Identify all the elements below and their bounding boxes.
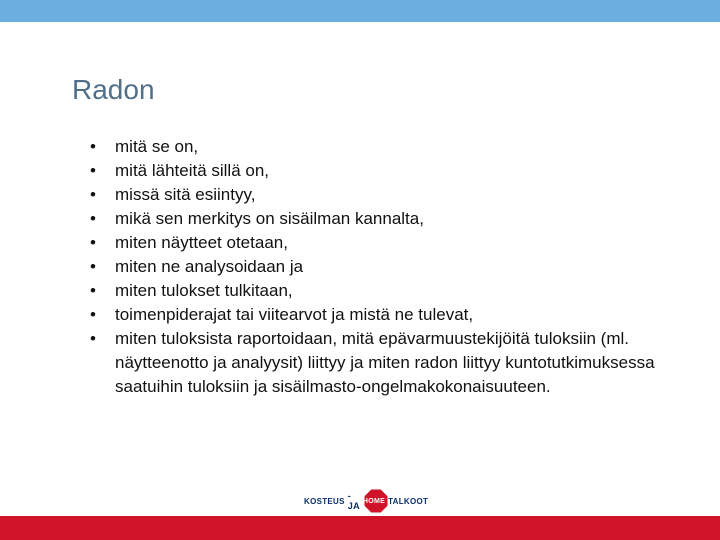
bullet-text: missä sitä esiintyy, <box>115 185 256 204</box>
list-item <box>90 207 660 231</box>
bullet-icon: • <box>90 305 96 324</box>
logo-text-right: TALKOOT <box>388 496 429 506</box>
list-item <box>90 255 660 279</box>
bullet-icon: • <box>90 209 96 228</box>
bullet-text: mitä lähteitä sillä on, <box>115 161 270 180</box>
bullet-text: mitä se on, <box>115 137 199 156</box>
bullet-icon: • <box>90 185 96 204</box>
bullet-icon: • <box>90 161 96 180</box>
list-item <box>90 327 660 399</box>
list-item <box>90 159 660 183</box>
bullet-icon: • <box>90 329 96 348</box>
bullet-text: miten näytteet otetaan, <box>115 233 288 252</box>
bullet-icon: • <box>90 137 96 156</box>
slide-title: Radon <box>72 74 155 105</box>
footer-logo <box>304 486 429 516</box>
top-accent-band <box>0 0 720 22</box>
bottom-accent-band <box>0 516 720 540</box>
logo-text-left: KOSTEUS <box>304 496 345 506</box>
list-item <box>90 183 660 207</box>
bullet-text: toimenpiderajat tai viitearvot ja mistä ne tulevat, <box>115 305 474 324</box>
list-item <box>90 135 660 159</box>
list-item <box>90 279 660 303</box>
bullet-text: miten tuloksista raportoidaan, mitä epävarmuustekijöitä tuloksiin (ml. näytteenotto ja analyysit) liittyy ja miten radon liittyy kuntotutkimuksessa saatuihin tuloksiin ja sisäilmasto-ongelmakokonaisuuteen. <box>115 329 655 396</box>
list-item <box>90 303 660 327</box>
stop-sign-icon <box>363 488 385 514</box>
bullet-icon: • <box>90 257 96 276</box>
bullet-list <box>90 135 660 399</box>
bullet-text: miten tulokset tulkitaan, <box>115 281 293 300</box>
bullet-text: miten ne analysoidaan ja <box>115 257 304 276</box>
bullet-icon: • <box>90 233 96 252</box>
logo-stop-text: HOME <box>362 497 386 505</box>
list-item <box>90 231 660 255</box>
logo-text-amp: -JA <box>347 491 360 511</box>
bullet-text: mikä sen merkitys on sisäilman kannalta, <box>115 209 424 228</box>
bullet-icon: • <box>90 281 96 300</box>
